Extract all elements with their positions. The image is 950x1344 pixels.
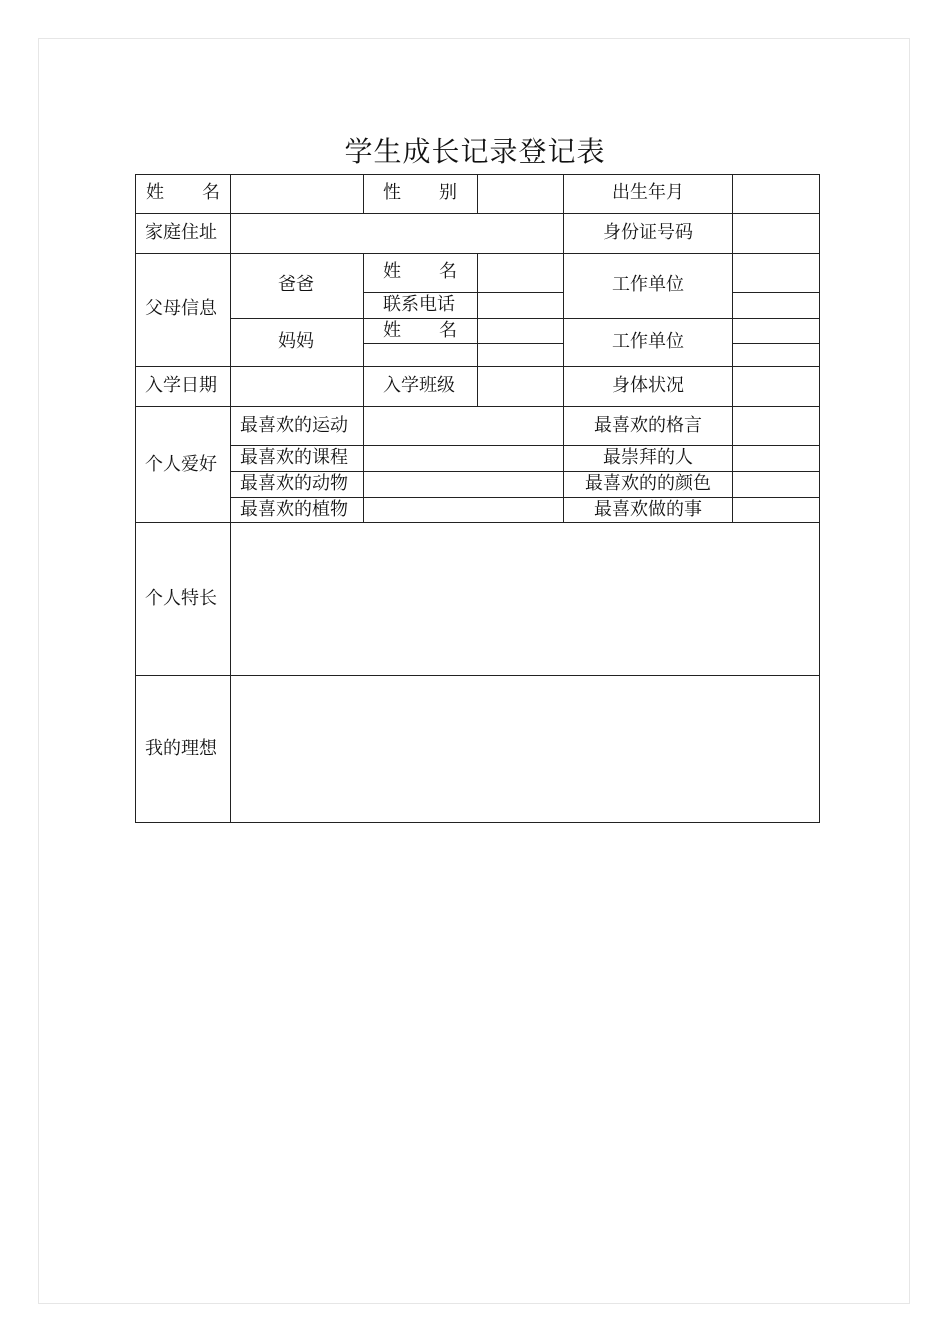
fav-plant-label: 最喜欢的植物 — [240, 499, 348, 520]
fav-plant-field[interactable] — [364, 498, 563, 522]
gender-field[interactable] — [478, 175, 563, 213]
mother-name-label-b: 名 — [439, 320, 457, 341]
hobbies-label: 个人爱好 — [145, 454, 217, 475]
birth-field[interactable] — [733, 175, 819, 213]
enroll-class-label: 入学班级 — [383, 375, 455, 396]
fav-thing-label: 最喜欢做的事 — [594, 499, 702, 520]
father-work-field[interactable] — [733, 254, 819, 318]
mother-work-label: 工作单位 — [612, 331, 684, 352]
mother-name-label — [383, 322, 457, 340]
page-title: 学生成长记录登记表 — [344, 135, 606, 168]
father-phone-field[interactable] — [478, 293, 563, 318]
father-name-label — [383, 263, 457, 281]
health-label: 身体状况 — [612, 375, 684, 396]
gender-label-b: 别 — [439, 182, 457, 203]
admired-person-field[interactable] — [733, 446, 819, 471]
fav-course-label: 最喜欢的课程 — [240, 447, 348, 468]
fav-sport-field[interactable] — [364, 407, 563, 445]
specialty-label: 个人特长 — [145, 588, 217, 609]
ideal-field[interactable] — [231, 676, 819, 822]
mother-work-field[interactable] — [733, 319, 819, 366]
fav-sport-label: 最喜欢的运动 — [240, 415, 348, 436]
father-name-field[interactable] — [478, 254, 563, 292]
admired-person-label: 最崇拜的人 — [603, 447, 693, 468]
fav-color-field[interactable] — [733, 472, 819, 497]
fav-animal-field[interactable] — [364, 472, 563, 497]
fav-motto-field[interactable] — [733, 407, 819, 445]
enroll-date-label: 入学日期 — [145, 375, 217, 396]
gender-label-a: 性 — [383, 182, 401, 203]
fav-motto-label: 最喜欢的格言 — [594, 415, 702, 436]
address-field[interactable] — [231, 214, 563, 253]
mother-extra-field[interactable] — [364, 344, 563, 366]
ideal-label: 我的理想 — [145, 738, 217, 759]
parents-label: 父母信息 — [145, 298, 217, 319]
id-number-label: 身份证号码 — [603, 222, 693, 243]
name-label-a: 姓 — [146, 182, 164, 203]
father-name-label-b: 名 — [439, 261, 457, 282]
registration-form-table — [135, 174, 820, 823]
name-label-b: 名 — [202, 182, 220, 203]
fav-thing-field[interactable] — [733, 498, 819, 522]
fav-animal-label: 最喜欢的动物 — [240, 473, 348, 494]
fav-course-field[interactable] — [364, 446, 563, 471]
address-label: 家庭住址 — [145, 222, 217, 243]
health-field[interactable] — [733, 367, 819, 406]
father-work-label: 工作单位 — [612, 274, 684, 295]
mother-label: 妈妈 — [278, 331, 314, 352]
gender-label — [383, 184, 457, 202]
mother-name-label-a: 姓 — [383, 320, 401, 341]
enroll-class-field[interactable] — [478, 367, 563, 406]
father-phone-label: 联系电话 — [383, 294, 455, 315]
fav-color-label: 最喜欢的的颜色 — [585, 473, 711, 494]
enroll-date-field[interactable] — [231, 367, 363, 406]
name-field[interactable] — [231, 175, 363, 213]
id-number-field[interactable] — [733, 214, 819, 253]
father-name-label-a: 姓 — [383, 261, 401, 282]
specialty-field[interactable] — [231, 523, 819, 675]
name-label — [146, 184, 220, 202]
mother-name-field[interactable] — [478, 319, 563, 343]
birth-label: 出生年月 — [612, 182, 684, 203]
father-label: 爸爸 — [278, 274, 314, 295]
